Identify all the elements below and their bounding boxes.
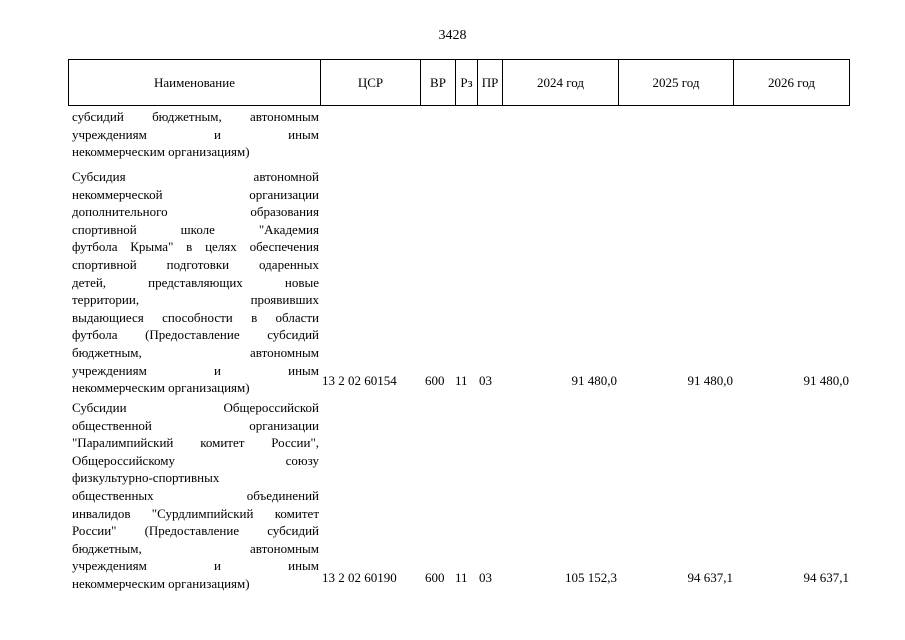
- name-line: учреждениям и иным: [72, 558, 319, 574]
- column-header-vr: ВР: [421, 60, 456, 105]
- name-line: Субсидия автономной: [72, 169, 319, 184]
- vr-code: 600: [425, 373, 445, 388]
- name-line: некоммерческой организации: [72, 186, 319, 202]
- value-2025: 91 480,0: [687, 373, 733, 388]
- pr-code: 03: [479, 373, 492, 388]
- csr-code: 13 2 02 60190: [322, 570, 397, 585]
- rz-code: 11: [455, 373, 468, 388]
- name-line: выдающиеся способности в области: [72, 309, 319, 325]
- name-line: некоммерческим организациям): [72, 380, 250, 396]
- name-line: общественных объединений: [72, 487, 319, 503]
- name-line: Общероссийскому союзу: [72, 452, 319, 468]
- name-line: России" (Предоставление субсидий: [72, 523, 319, 539]
- name-line: учреждениям и иным: [72, 362, 319, 378]
- name-line: некоммерческим организациям): [72, 144, 250, 160]
- name-line: общественной организации: [72, 417, 319, 433]
- name-line: футбола (Предоставление субсидий: [72, 327, 319, 343]
- page-number: 3428: [438, 28, 467, 43]
- name-line: бюджетным, автономным: [72, 540, 319, 556]
- column-header-pr: ПР: [478, 60, 503, 105]
- table-row-name: [72, 168, 319, 397]
- column-header-2024: 2024 год: [503, 60, 619, 105]
- value-2024: 105 152,3: [565, 570, 617, 585]
- name-line: некоммерческим организациям): [72, 575, 250, 591]
- pr-code: 03: [479, 570, 492, 585]
- table-header: [68, 59, 850, 106]
- table-row-name: [72, 399, 319, 593]
- name-line: спортивной подготовки одаренных: [72, 256, 319, 272]
- column-header-2025: 2025 год: [619, 60, 734, 105]
- csr-code: 13 2 02 60154: [322, 373, 397, 388]
- name-line: инвалидов "Сурдлимпийский комитет: [72, 505, 319, 521]
- name-line: футбола Крыма" в целях обеспечения: [72, 239, 319, 255]
- column-header-name: Наименование: [69, 60, 321, 105]
- name-line: спортивной школе "Академия: [72, 221, 319, 237]
- name-line: дополнительного образования: [72, 204, 319, 220]
- table-row-continuation: [72, 108, 319, 161]
- name-line: субсидий бюджетным, автономным: [72, 109, 319, 124]
- name-line: "Паралимпийский комитет России",: [72, 435, 319, 451]
- value-2024: 91 480,0: [571, 373, 617, 388]
- column-header-csr: ЦСР: [321, 60, 421, 105]
- name-line: Субсидии Общероссийской: [72, 400, 319, 415]
- name-line: бюджетным, автономным: [72, 344, 319, 360]
- vr-code: 600: [425, 570, 445, 585]
- name-line: учреждениям и иным: [72, 126, 319, 142]
- value-2025: 94 637,1: [687, 570, 733, 585]
- name-line: детей, представляющих новые: [72, 274, 319, 290]
- column-header-rz: Рз: [456, 60, 478, 105]
- rz-code: 11: [455, 570, 468, 585]
- value-2026: 91 480,0: [803, 373, 849, 388]
- name-line: физкультурно-спортивных: [72, 470, 220, 486]
- name-line: территории, проявивших: [72, 292, 319, 308]
- column-header-2026: 2026 год: [768, 75, 815, 90]
- value-2026: 94 637,1: [803, 570, 849, 585]
